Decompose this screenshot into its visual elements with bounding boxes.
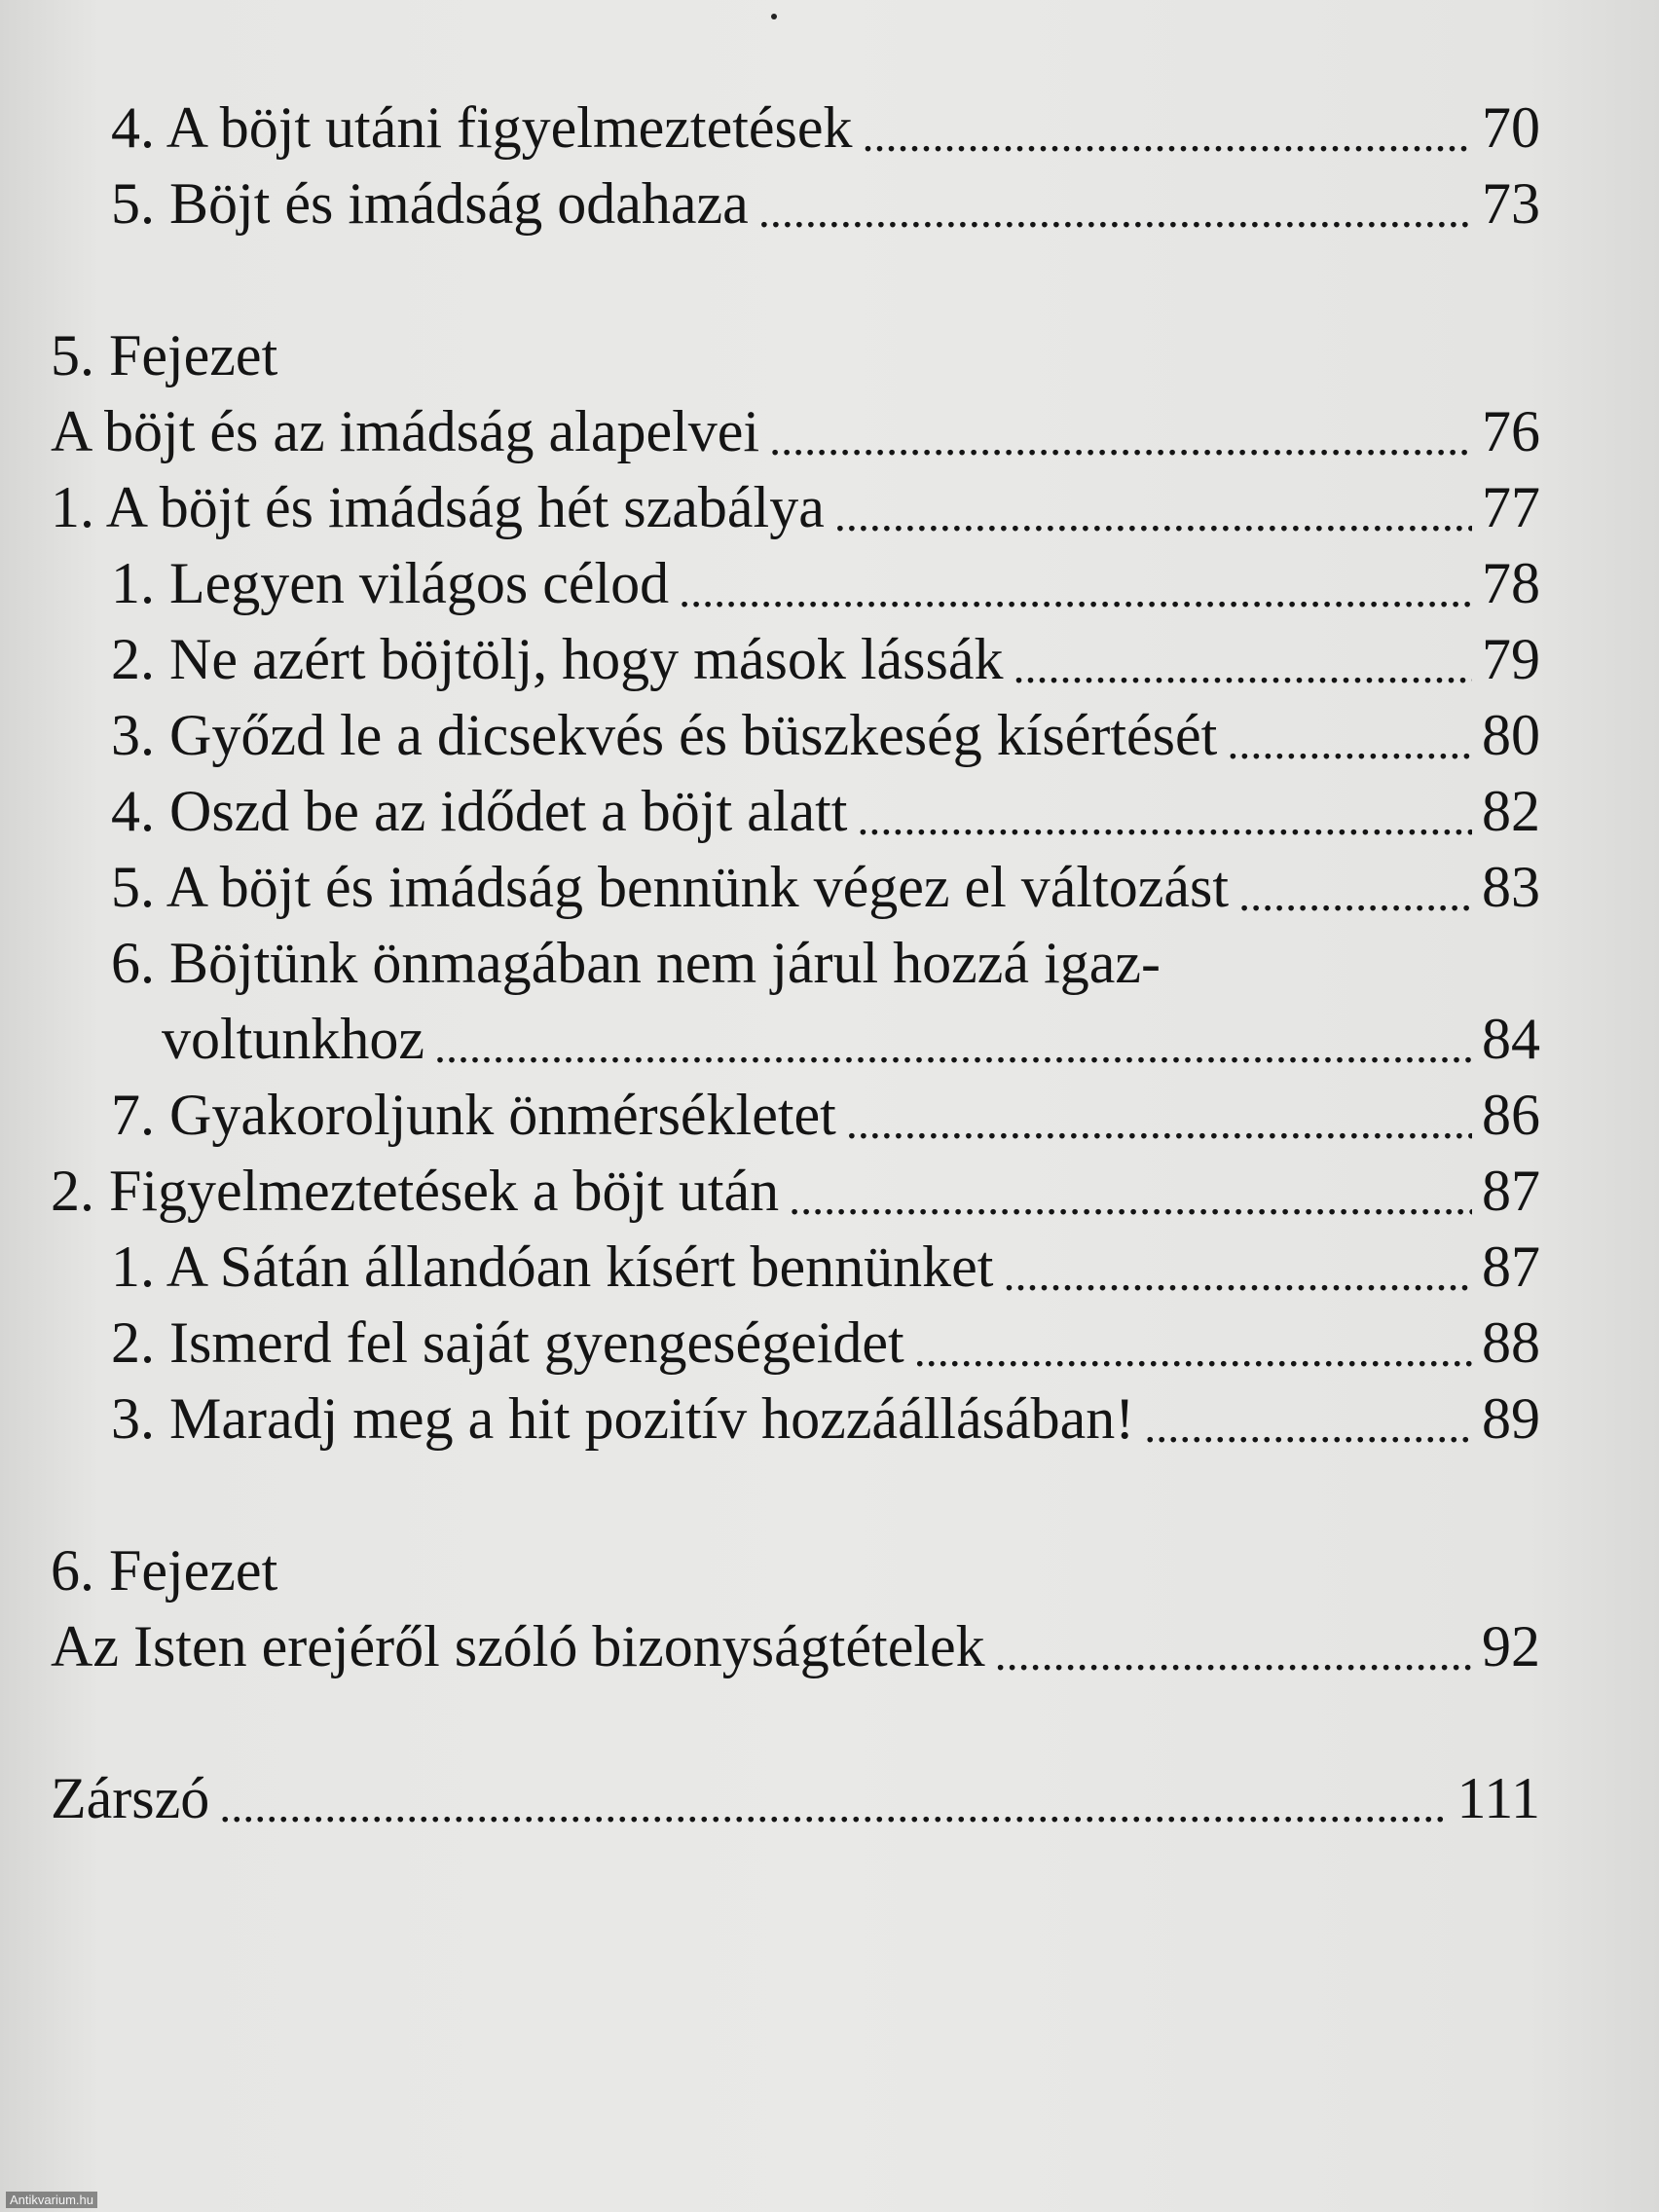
dot-leader	[1227, 697, 1472, 773]
toc-entry-label: 4. A böjt utáni figyelmeztetések	[111, 95, 853, 160]
toc-entry	[51, 773, 1540, 849]
toc-entry-page: 73	[1482, 171, 1540, 236]
dot-leader	[1144, 1381, 1472, 1456]
table-of-contents	[51, 90, 1540, 1836]
toc-entry	[51, 1229, 1540, 1305]
toc-entry-page: 88	[1482, 1310, 1540, 1375]
closing-entry	[51, 1760, 1540, 1836]
toc-entry-page: 92	[1482, 1614, 1540, 1678]
toc-entry-continuation	[51, 1001, 1540, 1077]
chapter-title: A böjt és az imádság alapelvei	[51, 399, 760, 463]
chapter-heading	[51, 1532, 1540, 1608]
closing-label: Zárszó	[51, 1766, 210, 1830]
toc-entry-label: 2. Ne azért böjtölj, hogy mások lássák	[111, 627, 1004, 691]
toc-entry-label: voltunkhoz	[162, 1007, 424, 1071]
dot-leader	[758, 166, 1472, 241]
dot-leader	[834, 469, 1472, 545]
dot-leader	[789, 1153, 1472, 1229]
toc-entry-label: 4. Oszd be az idődet a böjt alatt	[111, 779, 848, 843]
dot-leader	[769, 393, 1472, 469]
section-label: 2. Figyelmeztetések a böjt után	[51, 1159, 780, 1223]
chapter-heading	[51, 317, 1540, 393]
spacer	[51, 1456, 1540, 1532]
section-entry	[51, 1153, 1540, 1229]
section-entry	[51, 469, 1540, 545]
toc-entry-label: 7. Gyakoroljunk önmérsékletet	[111, 1083, 836, 1147]
dot-leader	[434, 1001, 1472, 1077]
toc-entry-page: 80	[1482, 703, 1540, 767]
dot-leader	[914, 1305, 1472, 1381]
toc-entry-page: 111	[1456, 1766, 1540, 1830]
toc-entry-wrapped	[51, 925, 1540, 1001]
toc-entry-page: 89	[1482, 1386, 1540, 1451]
site-watermark: Antikvarium.hu	[6, 2192, 97, 2208]
toc-entry-label: 5. Böjt és imádság odahaza	[111, 171, 749, 236]
toc-entry-page: 76	[1482, 399, 1540, 463]
dot-leader	[857, 773, 1472, 849]
toc-entry-page: 86	[1482, 1083, 1540, 1147]
toc-entry	[51, 1077, 1540, 1153]
toc-entry-page: 87	[1482, 1235, 1540, 1299]
toc-entry-label: 5. A böjt és imádság bennünk végez el változást	[111, 855, 1230, 919]
toc-entry-page: 77	[1482, 475, 1540, 539]
chapter-heading-label: 5. Fejezet	[51, 323, 278, 387]
chapter-title-entry	[51, 393, 1540, 469]
dot-leader	[1013, 621, 1472, 697]
toc-entry-page: 79	[1482, 627, 1540, 691]
toc-entry-page: 84	[1482, 1007, 1540, 1071]
toc-entry	[51, 545, 1540, 621]
toc-entry	[51, 1381, 1540, 1456]
toc-entry	[51, 90, 1540, 166]
toc-entry-label: 2. Ismerd fel saját gyengeségeidet	[111, 1310, 904, 1375]
dot-leader	[219, 1760, 1447, 1836]
dot-leader	[679, 545, 1472, 621]
toc-entry	[51, 166, 1540, 241]
chapter-title-entry	[51, 1608, 1540, 1684]
toc-entry-page: 87	[1482, 1159, 1540, 1223]
toc-entry-label: 3. Győzd le a dicsekvés és büszkeség kísértését	[111, 703, 1218, 767]
dot-leader	[1003, 1229, 1472, 1305]
toc-entry-page: 70	[1482, 95, 1540, 160]
toc-entry	[51, 621, 1540, 697]
toc-entry	[51, 849, 1540, 925]
spacer	[51, 1684, 1540, 1760]
toc-entry-label: 6. Böjtünk önmagában nem járul hozzá igaz-	[111, 931, 1161, 995]
chapter-title: Az Isten erejéről szóló bizonyságtételek	[51, 1614, 985, 1678]
ink-speck	[771, 14, 777, 19]
toc-entry-page: 82	[1482, 779, 1540, 843]
toc-entry-label: 1. Legyen világos célod	[111, 551, 670, 615]
dot-leader	[846, 1077, 1472, 1153]
spacer	[51, 241, 1540, 317]
toc-entry-label: 1. A Sátán állandóan kísért bennünket	[111, 1235, 994, 1299]
toc-entry-page: 78	[1482, 551, 1540, 615]
dot-leader	[1238, 849, 1472, 925]
toc-entry	[51, 697, 1540, 773]
chapter-heading-label: 6. Fejezet	[51, 1538, 278, 1603]
dot-leader	[862, 90, 1472, 166]
toc-entry-page: 83	[1482, 855, 1540, 919]
toc-entry-label: 3. Maradj meg a hit pozitív hozzáállásában!	[111, 1386, 1135, 1451]
toc-entry	[51, 1305, 1540, 1381]
section-label: 1. A böjt és imádság hét szabálya	[51, 475, 825, 539]
dot-leader	[995, 1608, 1472, 1684]
